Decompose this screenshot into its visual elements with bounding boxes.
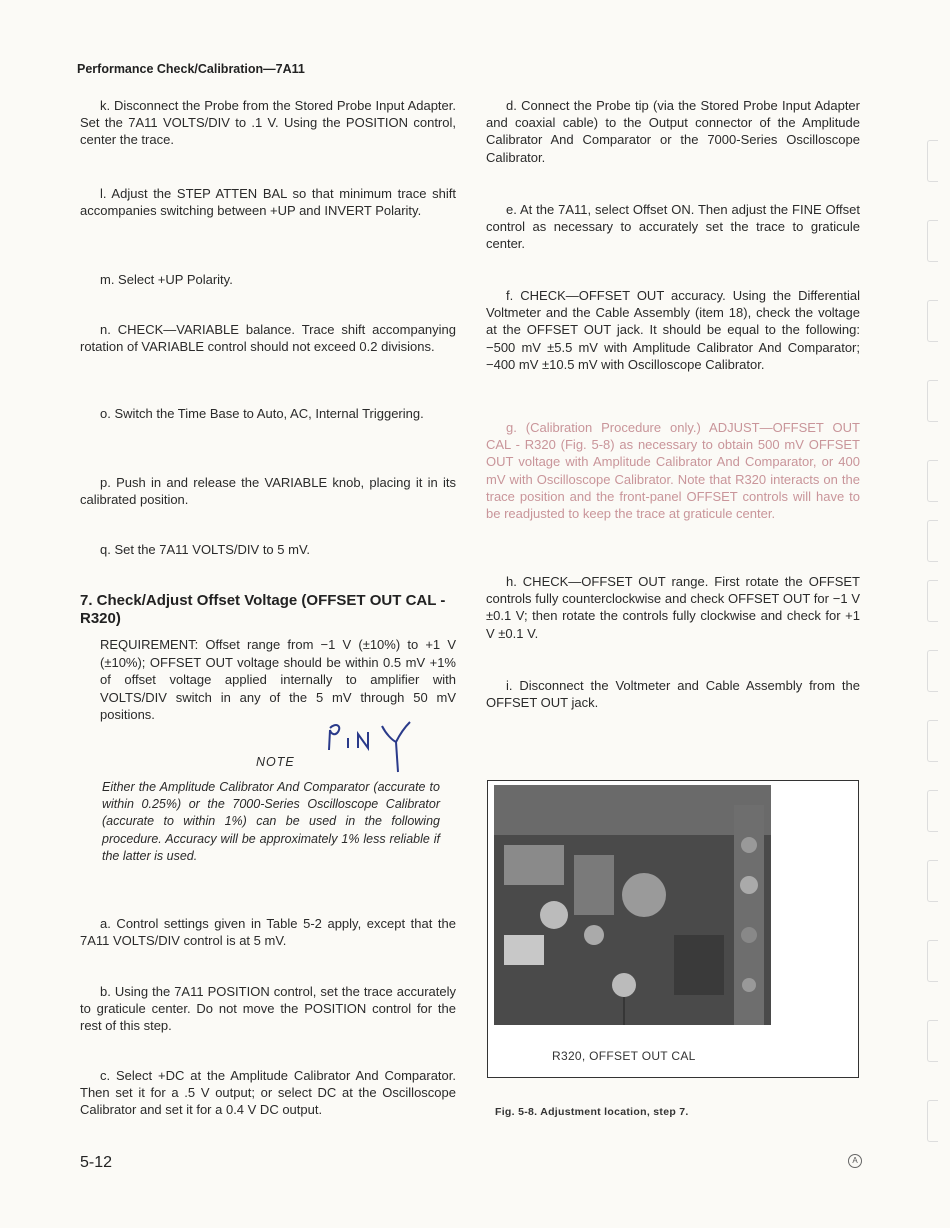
note-title: NOTE	[256, 755, 295, 769]
step-h: h. CHECK—OFFSET OUT range. First rotate the OFFSET controls fully counterclockwise and check OFFSET OUT for −1 V ±0.1 V; then rotate the controls fully clockwise and check for +1 V ±0.1 V.	[486, 574, 860, 641]
step-q: q. Set the 7A11 VOLTS/DIV to 5 mV.	[100, 542, 311, 557]
step-i: i. Disconnect the Voltmeter and Cable Assembly from the OFFSET OUT jack.	[486, 678, 860, 711]
page-number: 5-12	[80, 1154, 113, 1171]
figure-label: R320, OFFSET OUT CAL	[552, 1049, 696, 1063]
step-o: o. Switch the Time Base to Auto, AC, Internal Triggering.	[100, 406, 424, 421]
page-header: Performance Check/Calibration—7A11	[77, 62, 305, 76]
section-title: 7. Check/Adjust Offset Voltage (OFFSET OUT CAL - R320)	[80, 592, 446, 627]
step-l: l. Adjust the STEP ATTEN BAL so that minimum trace shift accompanies switching between +UP and INVERT Polarity.	[80, 186, 456, 219]
step-a: a. Control settings given in Table 5-2 apply, except that the 7A11 VOLTS/DIV control is at 5 mV.	[80, 916, 456, 949]
figure-caption: Fig. 5-8. Adjustment location, step 7.	[495, 1106, 689, 1118]
step-f: f. CHECK—OFFSET OUT accuracy. Using the Differential Voltmeter and the Cable Assembly (item 18), check the voltage at the OFFSET OUT jack. It should be equal to the following: −500 mV ±5.5 mV with Amplitude Calibrator And Comparator; −400 mV ±10.5 mV with Oscilloscope Calibrator.	[486, 288, 860, 372]
requirement-text: REQUIREMENT: Offset range from −1 V (±10%) to +1 V (±10%); OFFSET OUT voltage should be within 0.5 mV +1% of offset voltage applied internally to amplifier with VOLTS/DIV switch in any of the 5 mV through 50 mV positions.	[100, 637, 456, 722]
step-d: d. Connect the Probe tip (via the Stored Probe Input Adapter and coaxial cable) to the Output connector of the Amplitude Calibrator And Comparator or the 7000-Series Oscilloscope Calibrator.	[486, 98, 860, 165]
step-e: e. At the 7A11, select Offset ON. Then adjust the FINE Offset control as necessary to accurately set the trace to graticule center.	[486, 202, 860, 252]
circuit-board-photo	[494, 785, 771, 1025]
step-k: k. Disconnect the Probe from the Stored Probe Input Adapter. Set the 7A11 VOLTS/DIV to .1 V. Using the POSITION control, center the trace.	[80, 98, 456, 148]
step-g: g. (Calibration Procedure only.) ADJUST—OFFSET OUT CAL - R320 (Fig. 5-8) as necessary to obtain 500 mV OFFSET OUT voltage with Amplitude Calibrator And Comparator, or 400 mV with Oscilloscope Calibrator. Note that R320 interacts on the trace position and the front-panel OFFSET controls will have to be readjusted to keep the trace at graticule center.	[486, 420, 860, 522]
adjustment-figure	[487, 780, 859, 1078]
step-c: c. Select +DC at the Amplitude Calibrator And Comparator. Then set it for a .5 V output; or select DC at the Oscilloscope Calibrator and set it for a 0.4 V DC output.	[80, 1068, 456, 1118]
step-p: p. Push in and release the VARIABLE knob, placing it in its calibrated position.	[80, 475, 456, 508]
revision-mark: A	[848, 1154, 862, 1168]
step-n: n. CHECK—VARIABLE balance. Trace shift accompanying rotation of VARIABLE control should not exceed 0.2 divisions.	[80, 322, 456, 355]
edge-tab-marks	[920, 140, 950, 1200]
step-b: b. Using the 7A11 POSITION control, set the trace accurately to graticule center. Do not move the POSITION control for the rest of this step.	[80, 984, 456, 1034]
note-body: Either the Amplitude Calibrator And Comparator (accurate to within 0.25%) or the 7000-Series Oscilloscope Calibrator (accurate to within 1%) can be used in the following procedure. Accuracy will be approximately 1% less reliable if the latter is used.	[102, 780, 440, 863]
handwritten-annotation	[326, 720, 426, 780]
step-m: m. Select +UP Polarity.	[100, 272, 233, 287]
